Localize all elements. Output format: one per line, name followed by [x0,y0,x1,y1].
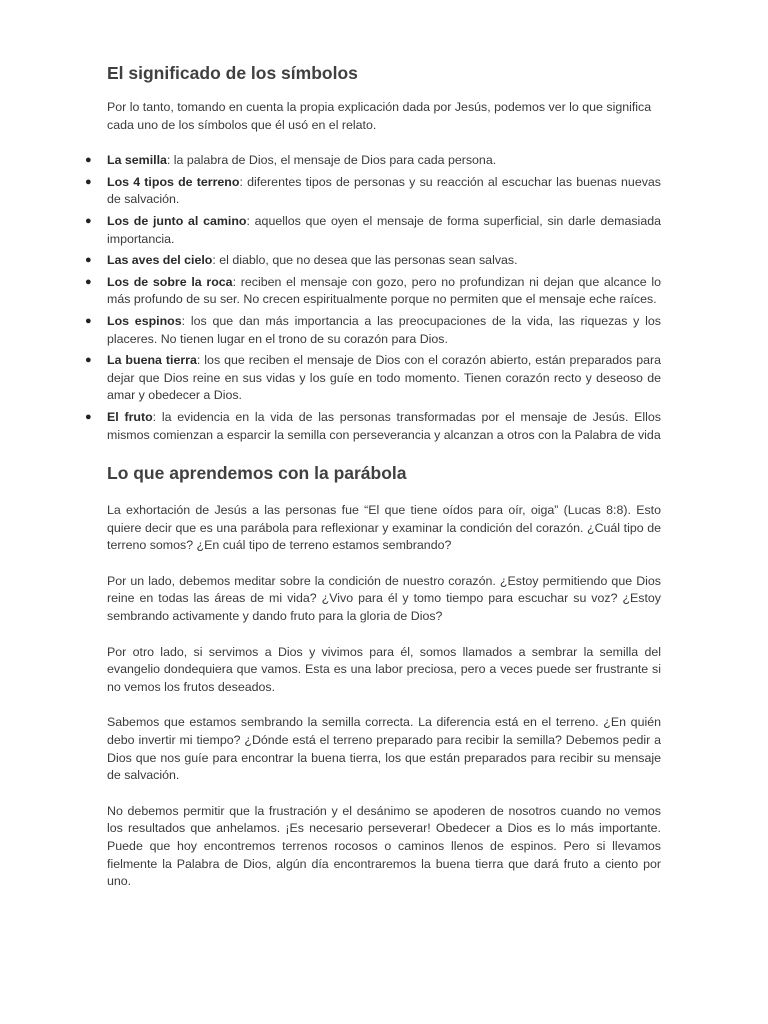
list-item [85,252,661,270]
body-paragraph: Por un lado, debemos meditar sobre la condición de nuestro corazón. ¿Estoy permitiendo que Dios reine en todas las áreas de mi vida? ¿Vivo para él y tomo tiempo para escuchar su voz? ¿Estoy sembrando activamente y dando fruto para la gloria de Dios? [107,573,661,624]
list-item-text: : aquellos que oyen el mensaje de forma superficial, sin darle demasiada importancia. [107,213,661,246]
bullet-dot-icon: ● [85,254,92,267]
list-item-text: : los que reciben el mensaje de Dios con el corazón abierto, están preparados para dejar que Dios reine en sus vidas y los guíe en todo momento. Tienen corazón recto y deseoso de amar y obedecer a Dios. [107,353,661,403]
intro-paragraph: Por lo tanto, tomando en cuenta la propia explicación dada por Jesús, podemos ver lo que significa cada uno de los símbolos que él usó en el relato. [107,100,652,132]
bullet-dot-icon: ● [85,214,92,227]
list-item-term: Los 4 tipos de terreno [107,174,240,189]
list-item-text: : la palabra de Dios, el mensaje de Dios para cada persona. [166,153,497,168]
list-item-term: La semilla [107,153,167,168]
symbols-list [85,152,662,444]
section-title-symbols: El significado de los símbolos [107,63,358,83]
body-paragraph: Sabemos que estamos sembrando la semilla correcta. La diferencia está en el terreno. ¿En quién debo invertir mi tiempo? ¿Dónde está el terreno preparado para recibir la semilla? Debemos pedir a Dios que nos guíe para encontrar la buena tierra, los que están preparados para recibir su mensaje de salvación. [107,715,661,783]
body-paragraph: No debemos permitir que la frustración y el desánimo se apoderen de nosotros cuando no vemos los resultados que anhelamos. ¡Es necesario perseverar! Obedecer a Dios es lo más importante. Puede que hoy encontremos terrenos rocosos o caminos llenos de espinos. Pero si llevamos fielmente la Palabra de Dios, algún día encontraremos la buena tierra que dará fruto a ciento por uno. [107,803,661,889]
list-item-term: El fruto [107,409,153,424]
list-item [85,152,661,170]
list-item [85,409,661,444]
bullet-dot-icon: ● [85,314,92,327]
bullet-dot-icon: ● [85,175,92,188]
body-paragraph: Por otro lado, si servimos a Dios y vivimos para él, somos llamados a sembrar la semilla del evangelio dondequiera que vamos. Esta es una labor preciosa, pero a veces puede ser frustrante si no vemos los frutos deseados. [107,644,661,694]
list-item [85,174,662,209]
bullet-dot-icon: ● [85,354,92,367]
body-paragraph: La exhortación de Jesús a las personas fue “El que tiene oídos para oír, oiga” (Lucas 8:8). Esto quiere decir que es una parábola para reflexionar y examinar la condición del corazón. ¿Cuál tipo de terreno somos? ¿En cuál tipo de terreno estamos sembrando? [107,503,661,553]
list-item-text: : los que dan más importancia a las preocupaciones de la vida, las riquezas y los placeres. No tienen lugar en el trono de su corazón para Dios. [107,313,661,346]
list-item-term: Los espinos [107,313,182,328]
list-item-text: : reciben el mensaje con gozo, pero no profundizan ni dejan que alcance lo más profundo de su ser. No crecen espiritualmente porque no permiten que el mensaje eche raíces. [107,274,661,307]
list-item-text: : la evidencia en la vida de las personas transformadas por el mensaje de Jesús. Ellos mismos comienzan a esparcir la semilla con perseverancia y alcanzan a otros con la Palabra de vida [107,409,661,442]
list-item-term: Los de junto al camino [107,213,247,228]
list-item-term: Las aves del cielo [107,253,213,268]
bullet-dot-icon: ● [85,275,92,288]
list-item [85,313,661,348]
list-item-text: : diferentes tipos de personas y su reacción al escuchar las buenas nuevas de salvación. [107,174,662,207]
list-item-term: La buena tierra [107,353,197,368]
list-item-text: : el diablo, que no desea que las personas sean salvas. [212,253,518,268]
list-item [85,213,661,248]
bullet-dot-icon: ● [85,410,92,423]
bullet-dot-icon: ● [85,154,92,167]
section-title-lessons: Lo que aprendemos con la parábola [107,463,407,484]
list-item [85,352,661,405]
document-page [85,62,662,891]
list-item [85,274,661,309]
list-item-term: Los de sobre la roca [107,274,233,289]
